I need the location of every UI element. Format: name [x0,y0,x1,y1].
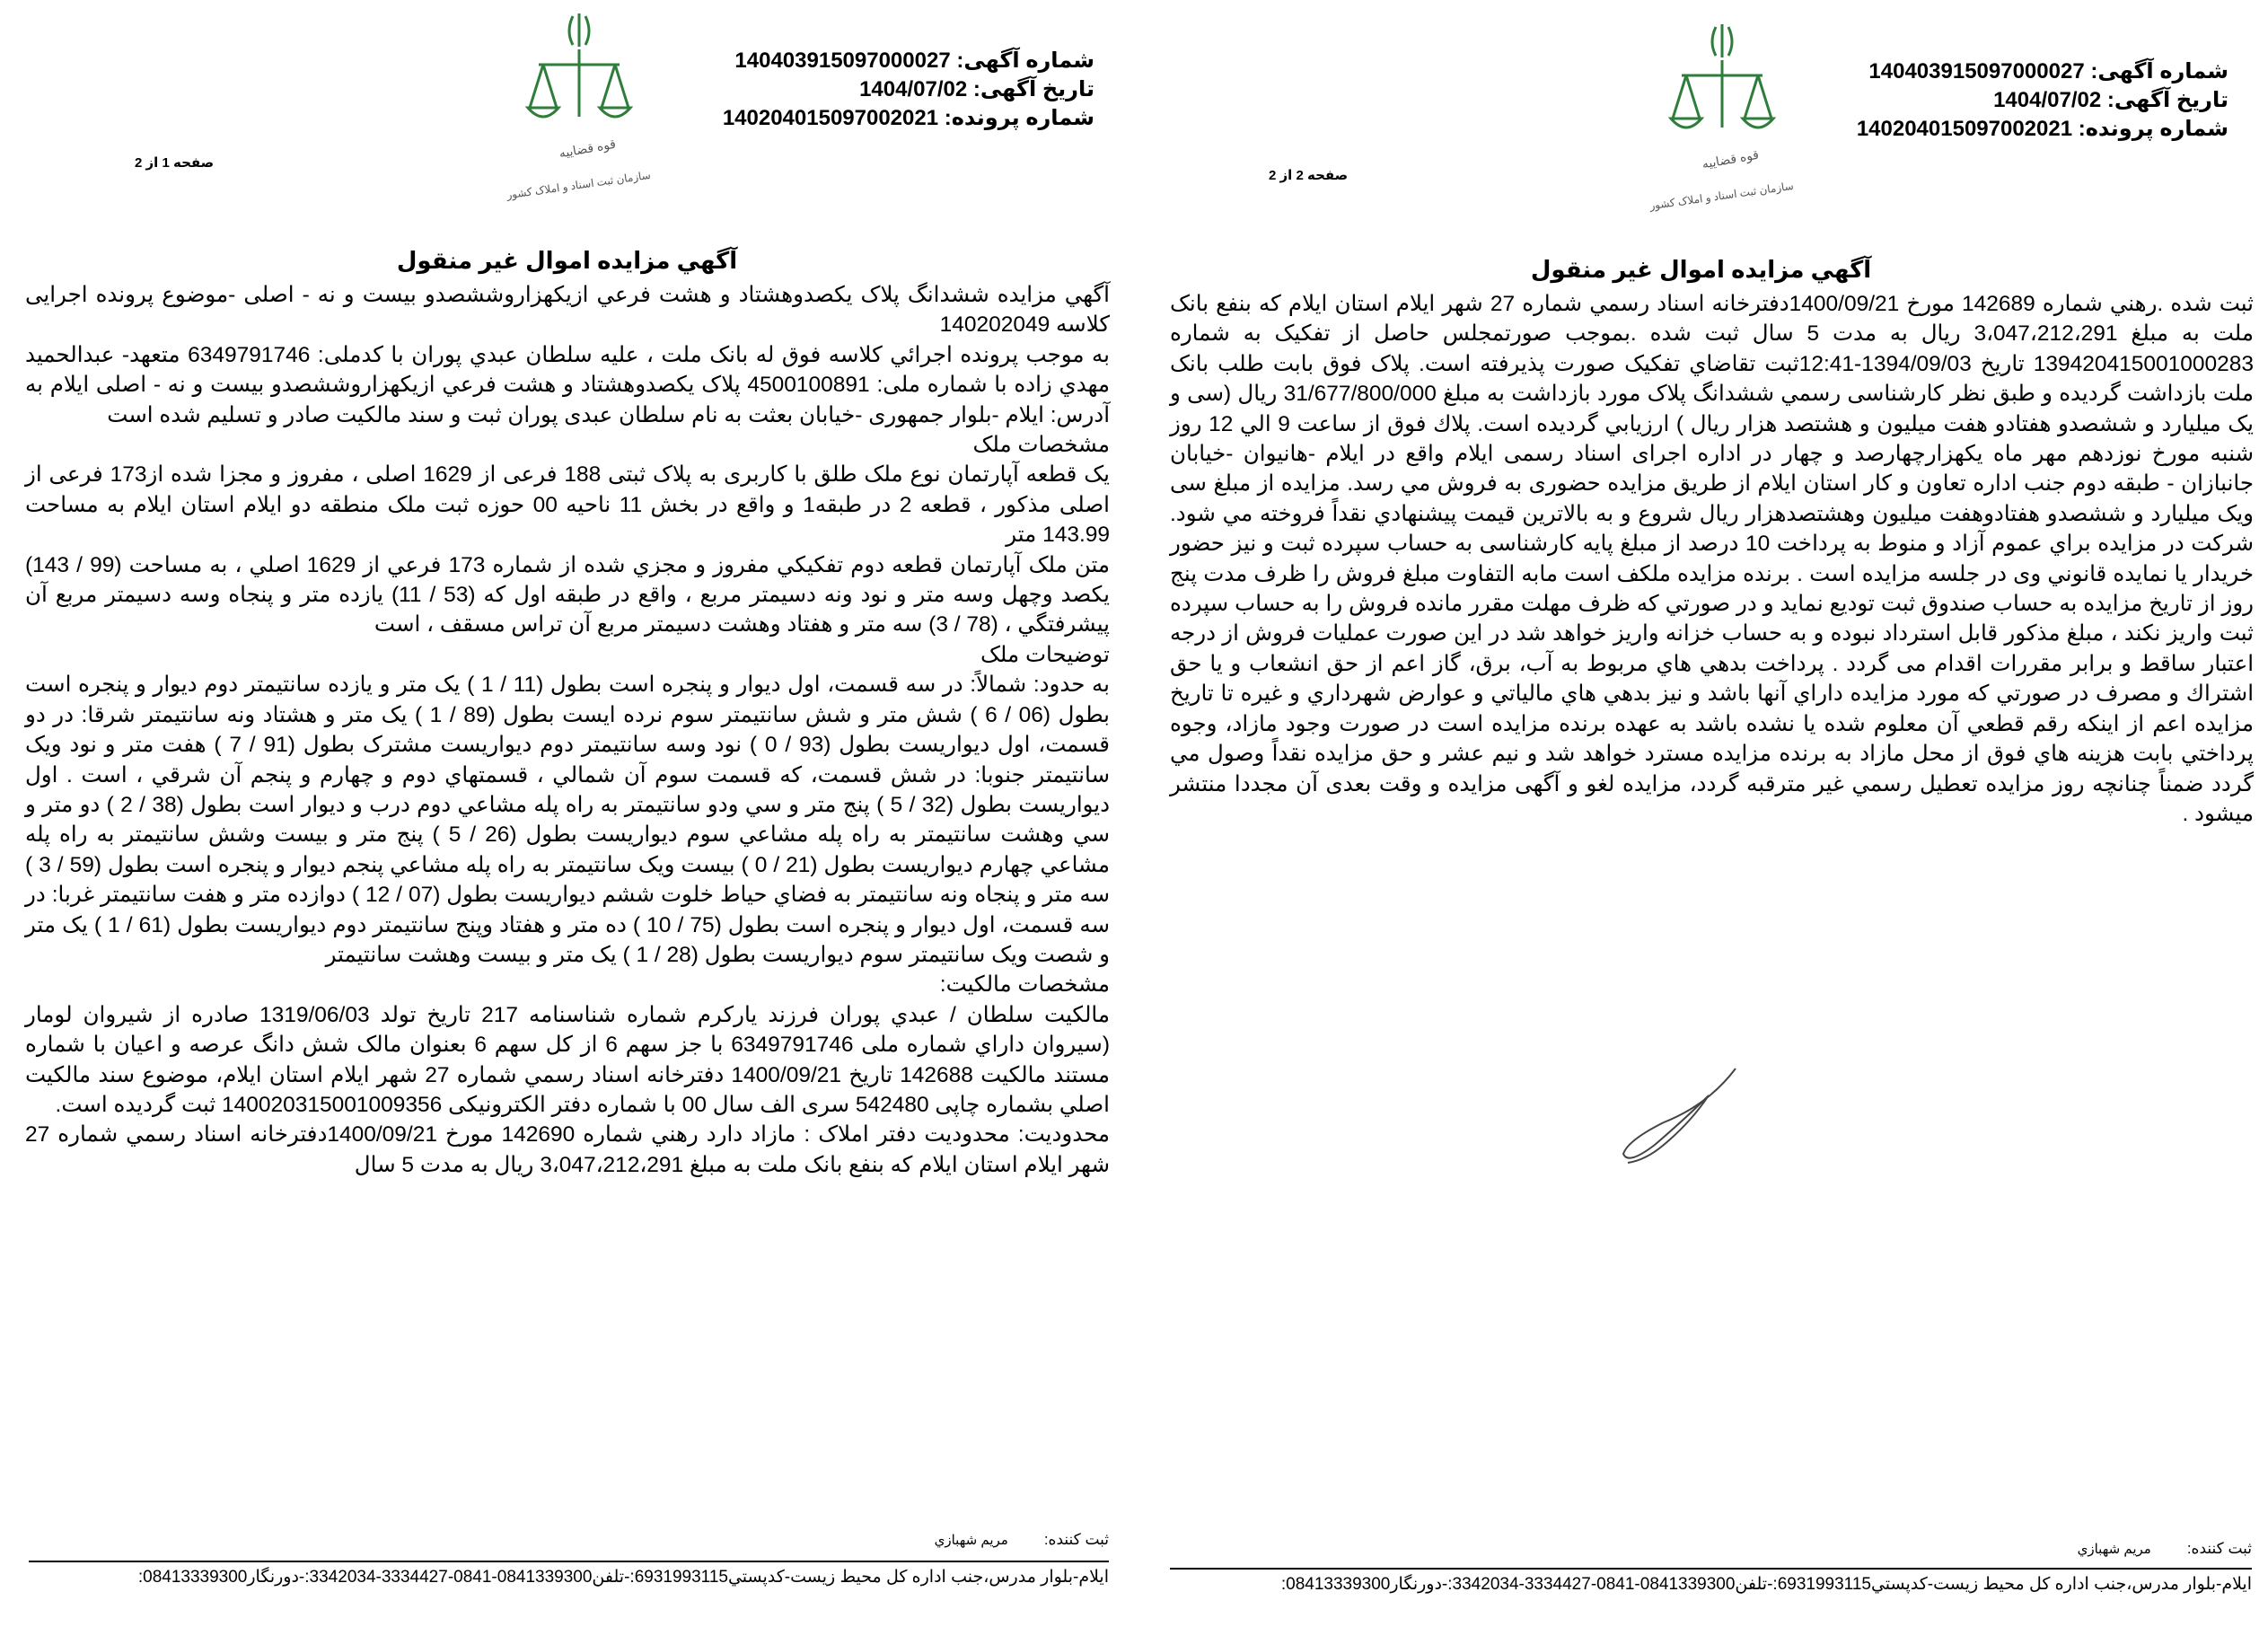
logo-text-organization: سازمان ثبت اسناد و املاک کشور [1648,179,1795,213]
page-number: صفحه 1 از 2 [135,155,215,171]
registrar-name: مريم شهبازي [2077,1542,2151,1557]
judiciary-emblem-logo [505,9,652,202]
logo-text-judiciary: قوه قضاییه [1701,146,1760,171]
case-number: 140204015097002021 [1856,117,2073,141]
registrar [935,1531,1109,1549]
paragraph-property-text: متن ملک آپارتمان قطعه دوم تفکيکي مفروز و مجزي شده از شماره 173 فرعي از 1629 اصلي ، به مساحت (99 / 143) يکصد وچهل وسه متر و نود ونه دسيمتر مربع ، واقع در طبقه اول که (53 / 11) يازده متر و پنجاه وسه دسيمتر مربع آن پيشرفتگي ، (78 / 3) سه متر و هفتاد وهشت دسيمتر مربع آن تراس مسقف ، است [25,552,1111,638]
paragraph-auction-terms: ثبت شده .رهني شماره 142689 مورخ 1400/09/21دفترخانه اسناد رسمي شماره 27 شهر ايلام استان ايلام که بنفع بانک ملت به مبلغ 3،047،212،291 ريال به مدت 5 سال ثبت شده .بموجب صورتمجلس حاصل از تفکيک به شماره 139420415001000283 تاريخ 1394/09/03-12:41ثبت تقاضاي تفکيک صورت پذيرفته است. پلاک فوق بابت طلب بانک ملت بازداشت گرديده و طبق نظر کارشناسی رسمي ششدانگ پلاک مورد بازداشت به مبلغ 31/677/800/000 ريال (سی و يک ميليارد و ششصدو هفتادو هفت ميليون و هشتصد هزار ريال ) ارزيابي گرديده است. پلاك فوق از ساعت 9 الي 12 روز شنبه مورخ نوزدهم مهر ماه يکهزارچهارصد و چهار در اداره اجرای اسناد رسمی ايلام واقع در ايلام -هانيوان -خيابان جانبازان - طبقه دوم جنب اداره تعاون و کار استان ايلام از طريق مزايده حضوری به فروش مي رسد. مزايده از مبلغ سی ويک ميليارد و ششصدو هفتادوهفت ميليون وهشتصدهزار ريال شروع و به بالاترين قيمت پيشنهادي نقداً فروخته مي شود. شرکت در مزايده براي عموم آزاد و منوط به پرداخت 10 درصد از مبلغ پايه كارشناسی به حساب سپرده ثبت و نيز حضور خريدار يا نمايده قانوني وی در جلسه مزايده است . برنده مزايده ملکف است مابه التفاوت مبلغ فروش را ظرف مدت پنج روز از تاريخ مزايده به حساب صندوق ثبت توديع نمايد و در صورتي که ظرف مهلت مقرر مانده فروش را به حساب سپرده ثبت واريز نکند ، مبلغ مذکور قابل استرداد نبوده و به حساب خزانه واريز خواهد شد در اين صورت عمليات فروش از درجه اعتبار ساقط و برابر مقررات اقدام مى گردد . پرداخت بدهي هاي مربوط به آب، برق، گاز اعم از حق انشعاب و يا حق اشتراك و مصرف در صورتي كه مورد مزايده داراي آنها باشد و نيز بدهي هاي مالياتي و عوارض شهرداري و غيره تا تاريخ مزايده اعم از اينكه رقم قطعي آن معلوم شده يا نشده باشد به عهده برنده مزايده است در صورت وجود مازاد، وجوه پرداختي بابت هزينه هاي فوق از محل مازاد به برنده مزايده مسترد خواهد شد و نيم عشر و حق مزايده نقداً وصول مي گردد ضمناً چنانچه روز مزايده تعطيل رسمي غير مترقبه گردد، مزايده لغو و آگهی مزايده و وقت بعدی آن مجددا منتشر ميشود . [1170,292,2255,826]
page-number: صفحه 2 از 2 [1269,168,1349,183]
registrar-label: ثبت کننده: [2186,1540,2252,1557]
notice-number-label: شماره آگهی: [956,48,1094,73]
notice-date-label: تاریخ آگهی: [2106,88,2228,112]
notice-number-label: شماره آگهی: [2090,59,2228,84]
notice-date: 1404/07/02 [859,77,968,101]
logo-text-judiciary: قوه قضاییه [558,136,617,161]
heading-property-specs: مشخصات ملک [972,433,1110,458]
paragraph-ownership: مالکيت سلطان / عبدي پوران فرزند يارکرم شماره شناسنامه 217 تاريخ تولد 1319/06/03 صادره از شيروان لومار (سيروان داراي شماره ملی 6349791746 با جز سهم 6 از کل سهم 6 بعنوان مالک شش دانگ عرصه و اعيان با شماره مستند مالکيت 142688 تاريخ 1400/09/21 دفترخانه اسناد رسمي شماره 27 شهر ايلام استان ايلام، موضوع سند مالکيت اصلي بشماره چاپی 542480 سری الف سال 00 با شماره دفتر الکترونيکی 140020315001009356 ثبت گرديده است. [25,1002,1110,1117]
notice-number: 140403915097000027 [734,48,951,73]
footer-divider [1170,1568,2252,1570]
paragraph-property: يک قطعه آپارتمان نوع ملک طلق با کاربری به پلاک ثبتی 188 فرعی از 1629 اصلی ، مفروز و مجزا شده از173 فرعی از اصلی مذکور ، قطعه 2 در طبقه1 و واقع در بخش 11 ناحيه 00 حوزه ثبت ملک منطقه دو ايلام استان ايلام به مساحت 143.99 متر [25,462,1111,548]
paragraph-case: به موجب پرونده اجرائي كلاسه فوق له بانک ملت ، علیه سلطان عبدي پوران با کدملی: 6349791746 متعهد- عبدالحميد مهدي زاده با شماره ملی: 4500100891 پلاک يکصدوهشتاد و هشت فرعي ازيکهزاروششصدو بيست و نه - اصلی ايلام به آدرس: ايلام -بلوار جمهوری -خیابان بعثت به نام سلطان عبدی پوران ثبت و سند مالكيت صادر و تسليم شده است [25,342,1111,427]
notice-date-label: تاریخ آگهی: [972,77,1094,101]
case-number-label: شماره پرونده: [944,106,1094,130]
footer-address: ايلام-بلوار مدرس،جنب اداره کل محيط زيست-کدپستي6931993115:-تلفن0841339300-0841-3334427-3342034:-دورنگار08413339300: [137,1568,1109,1587]
case-number-label: شماره پرونده: [2078,117,2228,141]
heading-ownership: مشخصات مالکیت: [939,972,1110,998]
notice-header [1857,57,2228,144]
logo-text-organization: سازمان ثبت اسناد و املاک کشور [505,168,652,202]
document-title: آگهي مزايده اموال غير منقول [1530,256,1872,283]
case-number: 140204015097002021 [722,106,939,130]
footer-address: ايلام-بلوار مدرس،جنب اداره کل محيط زيست-کدپستي6931993115:-تلفن0841339300-0841-3334427-3342034:-دورنگار08413339300: [1280,1575,2252,1594]
document-body [1170,289,2254,829]
judiciary-emblem-logo [1648,20,1795,213]
footer-divider [29,1561,1109,1562]
notice-number: 140403915097000027 [1868,59,2085,84]
notice-date: 1404/07/02 [1993,88,2102,112]
paragraph-boundaries: به حدود: شمالاً: در سه قسمت، اول ديوار و پنجره است بطول (11 / 1 ) يک متر و يازده سانتيمتر دوم ديوار و پنجره است بطول (06 / 6 ) شش متر و شش سانتيمتر سوم نرده ايست بطول (89 / 1 ) يک متر و هشتاد ونه سانتيمتر شرقا: در دو قسمت، اول ديواريست بطول (93 / 0 ) نود وسه سانتيمتر دوم ديواريست مشترک بطول (91 / 7 ) هفت متر و نود ويک سانتيمتر جنوبا: در شش قسمت، که قسمت سوم آن شمالي ، قسمتهاي دوم و چهارم و پنجم آن شرقي ، است . اول ديواريست بطول (32 / 5 ) پنج متر و سي ودو سانتيمتر به راه پله مشاعي دوم درب و ديوار است بطول (38 / 2 ) دو متر و سي وهشت سانتيمتر به راه پله مشاعي سوم ديواريست بطول (26 / 5 ) پنج متر و بيست وشش سانتيمتر به راه پله مشاعي چهارم ديواريست بطول (21 / 0 ) بيست ويک سانتيمتر به راه پله مشاعي پنجم ديوار و پنجره است بطول (59 / 3 ) سه متر و پنجاه ونه سانتيمتر به فضاي حياط خلوت ششم ديواريست بطول (07 / 12 ) دوازده متر و هفت سانتيمتر غربا: در سه قسمت، اول ديوار و پنجره است بطول (75 / 10 ) ده متر و هفتاد وپنج سانتيمتر دوم ديواريست بطول (61 / 1 ) يک متر و شصت ويک سانتيمتر سوم ديواريست بطول (28 / 1 ) يک متر و بيست وهشت سانتيمتر [25,673,1111,967]
signature [1601,1060,1754,1167]
registrar [2078,1540,2252,1558]
document-title: آگهي مزايده اموال غير منقول [396,247,738,274]
document-body [25,280,1110,1180]
registrar-label: ثبت کننده: [1043,1531,1109,1548]
paragraph-restrictions: محدوديت: محدوديت دفتر املاک : مازاد دارد رهني شماره 142690 مورخ 1400/09/21دفترخانه اسناد رسمي شماره 27 شهر ايلام استان ايلام که بنفع بانک ملت به مبلغ 3،047،212،291 ريال به مدت 5 سال [25,1122,1111,1177]
heading-property-description: توضیحات ملک [980,642,1110,667]
paragraph-subject: آگهي مزايده ششدانگ پلاک يکصدوهشتاد و هشت فرعي ازيکهزاروششصدو بيست و نه - اصلی -موضوع پرونده اجرایی کلاسه 140202049 [25,283,1110,338]
page-2 [1134,0,2268,1627]
registrar-name: مريم شهبازي [934,1533,1008,1548]
notice-header [723,47,1094,133]
